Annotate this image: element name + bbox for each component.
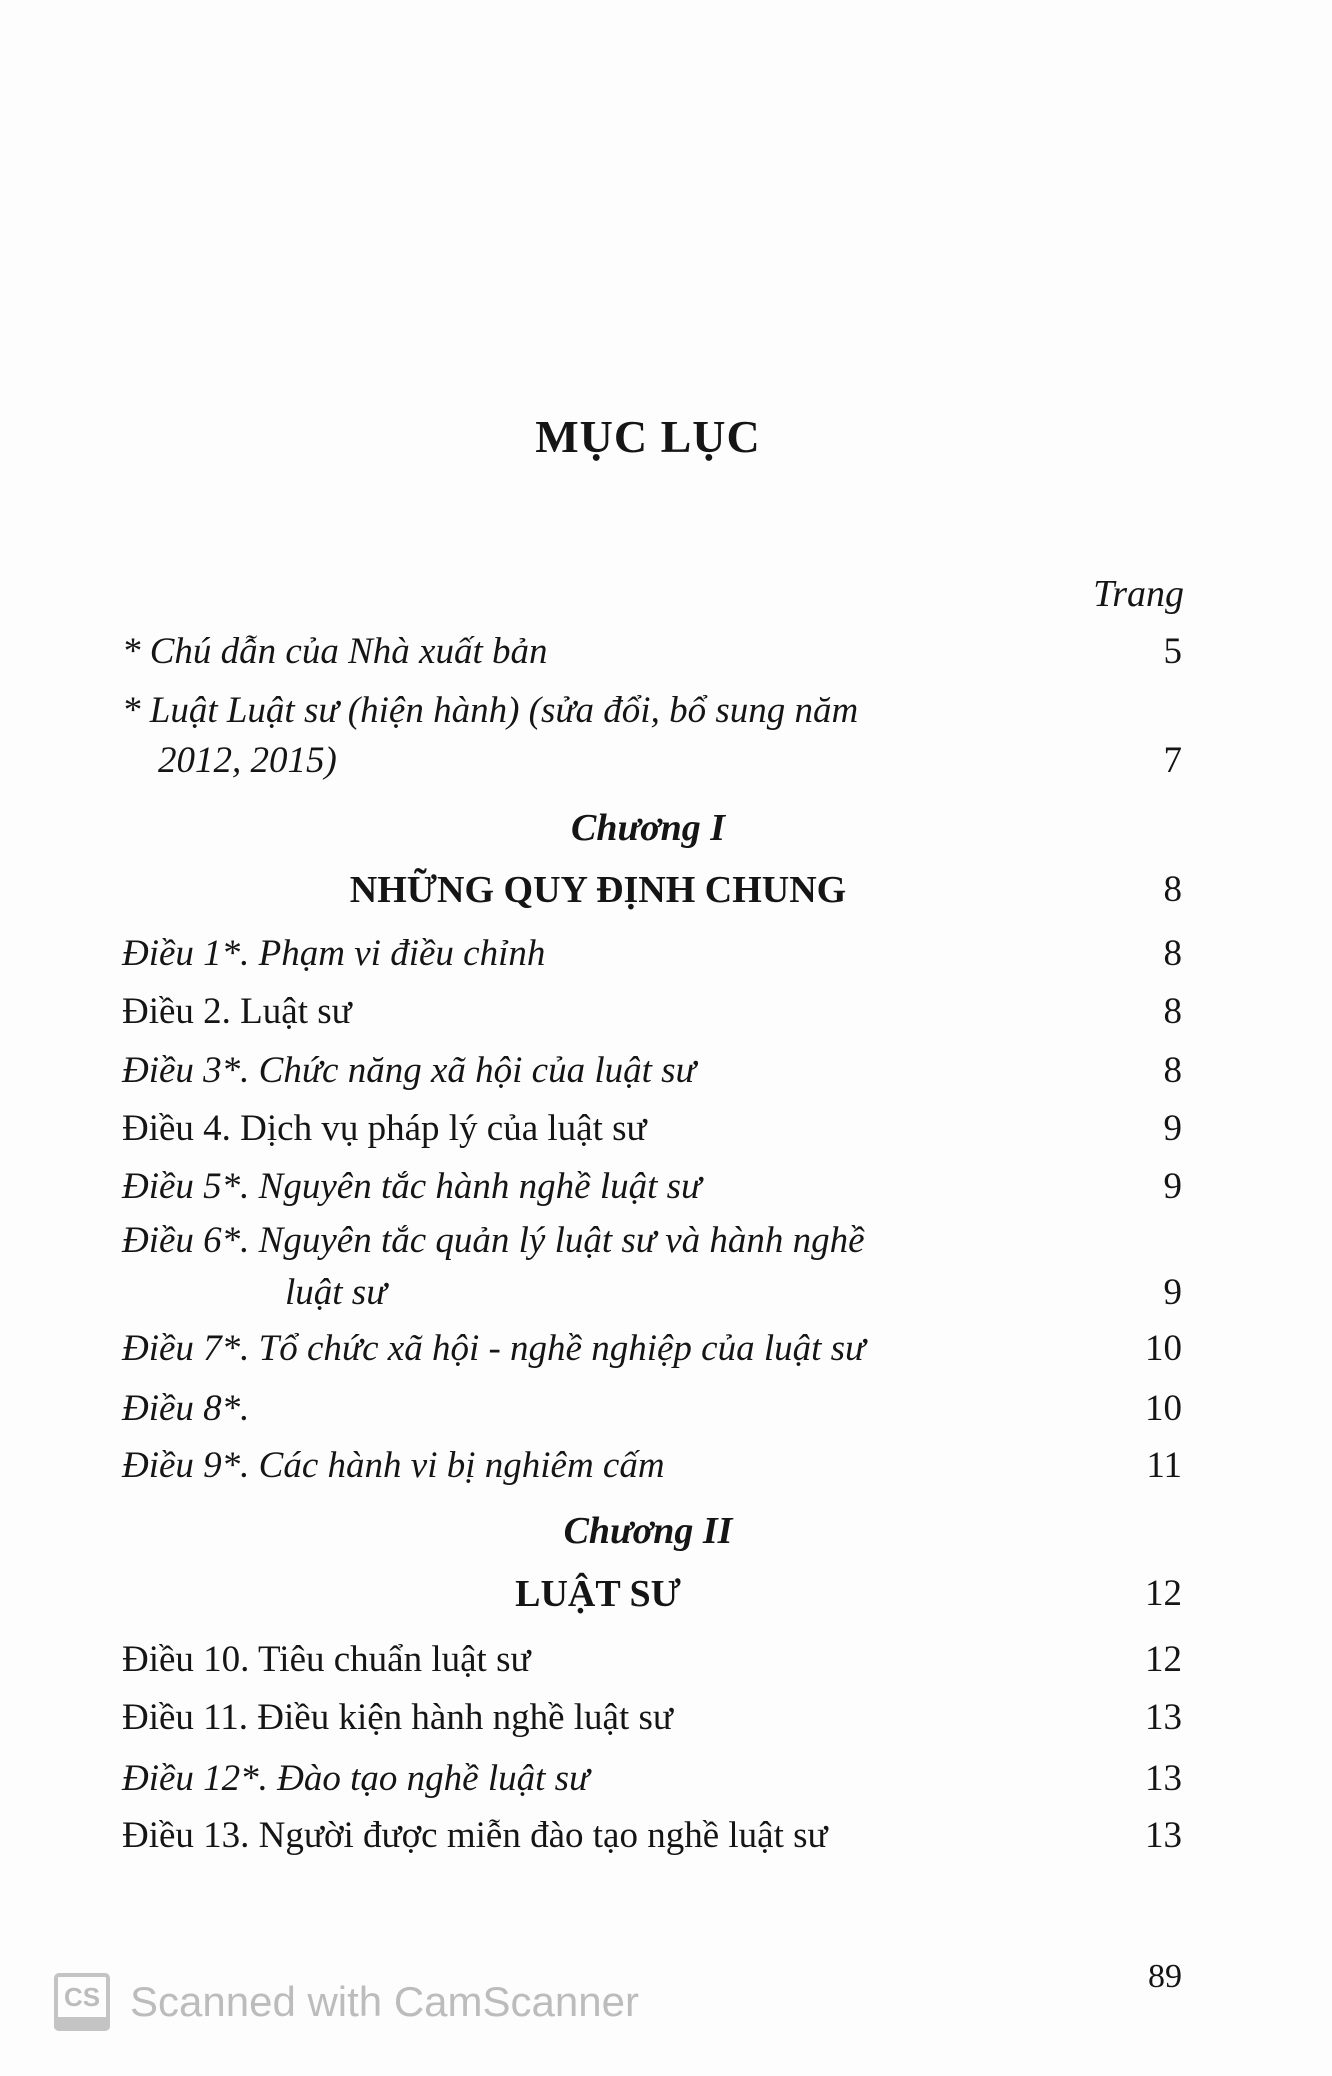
toc-entry xyxy=(122,928,1182,980)
toc-entry xyxy=(122,1440,1182,1492)
chapter-label: Chương II xyxy=(563,1510,733,1552)
toc-entry-page: 13 xyxy=(1145,1697,1182,1738)
toc-entry-page: 7 xyxy=(1163,740,1182,781)
chapter-label: Chương I xyxy=(570,807,726,849)
toc-entry-page: 8 xyxy=(1163,991,1182,1032)
toc-entry xyxy=(122,1383,1182,1435)
toc-entry-page: 9 xyxy=(1163,1108,1182,1149)
toc-entry-page: 11 xyxy=(1146,1445,1182,1486)
toc-entry-label: Điều 10. Tiêu chuẩn luật sư xyxy=(122,1639,531,1680)
toc-entry xyxy=(122,685,1182,737)
toc-entry-page: 5 xyxy=(1163,631,1182,672)
toc-entry-page: 9 xyxy=(1163,1166,1182,1207)
toc-entry-page: 12 xyxy=(1145,1639,1182,1680)
toc-entry-label: Điều 7*. Tổ chức xã hội - nghề nghiệp của luật sư xyxy=(122,1328,866,1369)
toc-entry-label: Điều 1*. Phạm vi điều chỉnh xyxy=(122,933,546,974)
toc-entry-label: Điều 2. Luật sư xyxy=(122,991,352,1032)
toc-entry-continuation xyxy=(122,1267,1182,1319)
toc-entry-page: 8 xyxy=(1163,933,1182,974)
chapter-title: LUẬT SƯ xyxy=(515,1573,681,1615)
toc-entry xyxy=(122,1810,1182,1862)
watermark-text: Scanned with CamScanner xyxy=(130,1978,639,2025)
toc-entry-label: Điều 5*. Nguyên tắc hành nghề luật sư xyxy=(122,1166,702,1207)
toc-entry xyxy=(122,1323,1182,1375)
toc-entry-page: 9 xyxy=(1163,1272,1182,1313)
toc-entry-page: 13 xyxy=(1145,1815,1182,1856)
toc-entry xyxy=(122,1161,1182,1213)
logo-text: CS xyxy=(63,1981,101,2012)
toc-entry xyxy=(122,1045,1182,1097)
toc-entry-label: Điều 6*. Nguyên tắc quản lý luật sư và hành nghề xyxy=(122,1220,865,1261)
toc-entry-label: luật sư xyxy=(285,1272,387,1313)
toc-entry xyxy=(122,1692,1182,1744)
chapter-heading xyxy=(122,864,1182,916)
toc-entry-continuation xyxy=(122,735,1182,787)
page-number: 89 xyxy=(1148,1958,1182,1995)
toc-entry-page: 8 xyxy=(1163,869,1182,910)
toc-entry xyxy=(122,1634,1182,1686)
toc-entry-label: Điều 8*. xyxy=(122,1388,250,1429)
toc-entry-label: Điều 12*. Đào tạo nghề luật sư xyxy=(122,1758,590,1799)
toc-entry-label: Điều 11. Điều kiện hành nghề luật sư xyxy=(122,1697,673,1738)
toc-entry-page: 12 xyxy=(1145,1573,1182,1614)
toc-entry-label: * Luật Luật sư (hiện hành) (sửa đổi, bổ sung năm xyxy=(122,690,859,731)
toc-entry xyxy=(122,626,1182,678)
toc-entry-page: 10 xyxy=(1145,1328,1182,1369)
toc-entry-label: 2012, 2015) xyxy=(158,740,337,781)
page-column-header: Trang xyxy=(1093,573,1184,615)
chapter-title: NHỮNG QUY ĐỊNH CHUNG xyxy=(349,869,847,911)
toc-entry xyxy=(122,1103,1182,1155)
toc-entry-page: 13 xyxy=(1145,1758,1182,1799)
toc-entry-label: Điều 9*. Các hành vi bị nghiêm cấm xyxy=(122,1445,665,1486)
toc-entry xyxy=(122,1753,1182,1805)
toc-entry xyxy=(122,986,1182,1038)
toc-entry-label: * Chú dẫn của Nhà xuất bản xyxy=(122,631,548,672)
toc-entry-label: Điều 3*. Chức năng xã hội của luật sư xyxy=(122,1050,696,1091)
chapter-heading xyxy=(122,1568,1182,1620)
toc-entry-label: Điều 4. Dịch vụ pháp lý của luật sư xyxy=(122,1108,647,1149)
toc-entry xyxy=(122,1215,1182,1267)
toc-entry-label: Điều 13. Người được miễn đào tạo nghề luật sư xyxy=(122,1815,828,1856)
camscanner-logo-icon xyxy=(54,1973,110,2031)
toc-entry-page: 8 xyxy=(1163,1050,1182,1091)
toc-entry-page: 10 xyxy=(1145,1388,1182,1429)
camscanner-watermark xyxy=(54,1972,639,2032)
page-title: MỤC LỤC xyxy=(535,411,761,462)
